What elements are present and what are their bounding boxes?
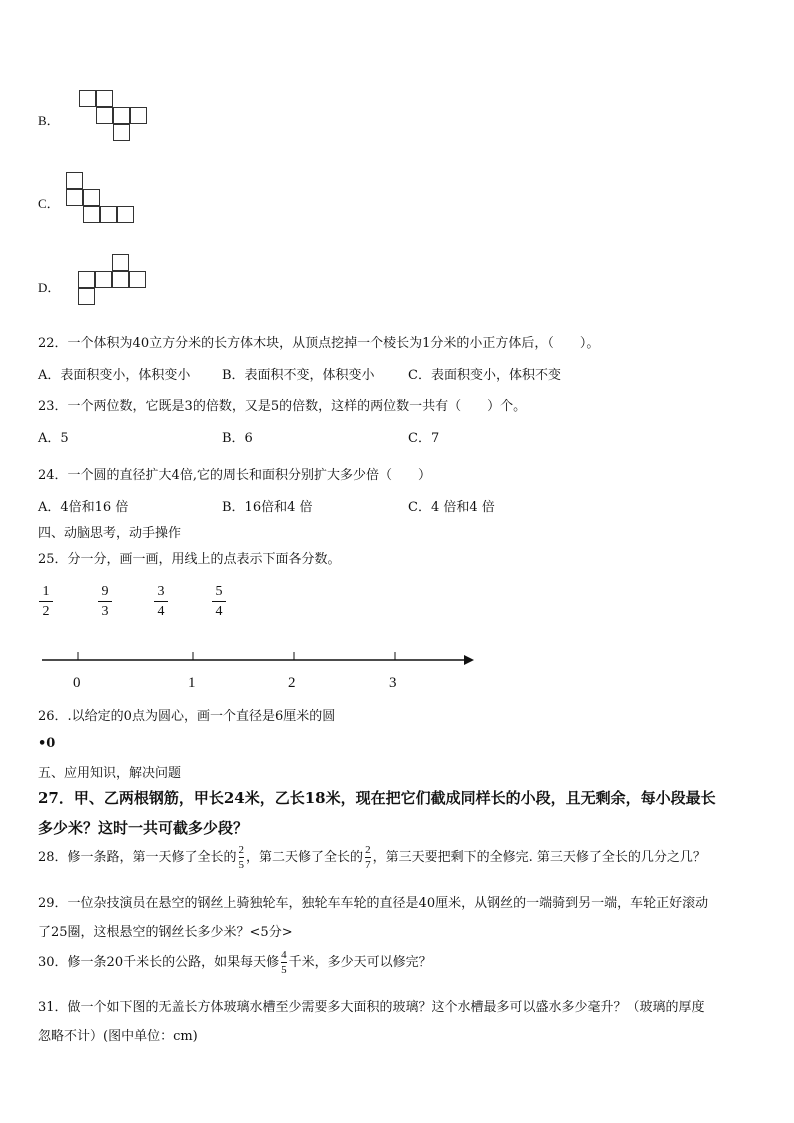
tick-label-1: 1: [188, 675, 196, 691]
numerator: 9: [101, 584, 109, 599]
numerator: 4: [281, 949, 287, 961]
q24-option-a: A．4倍和16 倍: [38, 500, 129, 515]
q24-option-c: C．4 倍和4 倍: [408, 500, 495, 515]
q22-text: 22．一个体积为40立方分米的长方体木块，从顶点挖掉一个棱长为1分米的小正方体后，（ ）。: [38, 336, 600, 351]
q25-fraction-2: [98, 584, 112, 619]
numerator: 3: [157, 584, 165, 599]
q23-option-c: C．7: [408, 431, 440, 446]
numerator: 2: [238, 844, 245, 856]
q28-part-1: 28．修一条路，第一天修了全长的: [38, 850, 237, 865]
q31-line-2: 忽略不计）(图中单位：cm): [38, 1029, 198, 1044]
q31-line-1: 31．做一个如下图的无盖长方体玻璃水槽至少需要多大面积的玻璃？这个水槽最多可以盛水多少毫升？（玻璃的厚度: [38, 1000, 705, 1015]
section-4-heading: 四、动脑思考，动手操作: [38, 526, 182, 541]
q30-part-1: 30．修一条20千米长的公路，如果每天修: [38, 955, 280, 970]
option-d-label: D．: [38, 280, 61, 295]
q30-part-2: 千米，多少天可以修完？: [288, 955, 432, 970]
denominator: 4: [215, 604, 223, 619]
q23-option-a: A．5: [38, 431, 69, 446]
q25-number-line: [40, 645, 480, 675]
q29-line-1: 29．一位杂技演员在悬空的钢丝上骑独轮车，独轮车车轮的直径是40厘米，从钢丝的一端骑到另一端，车轮正好滚动: [38, 896, 709, 911]
q25-fraction-4: [212, 584, 226, 619]
option-b-label: B．: [38, 113, 60, 128]
q22-option-b: B．表面积不变，体积变小: [222, 368, 375, 383]
q28-fraction-1: [239, 844, 245, 871]
q25-fraction-1: [39, 584, 53, 619]
tick-label-2: 2: [288, 675, 296, 691]
number-line-arrow-icon: [464, 655, 474, 665]
denominator: 4: [157, 604, 165, 619]
q25-fraction-3: [154, 584, 168, 619]
q22-option-a: A．表面积变小，体积变小: [38, 368, 191, 383]
tick-label-3: 3: [389, 675, 397, 691]
q26-text: 26．.以给定的0点为圆心，画一个直径是6厘米的圆: [38, 709, 336, 724]
q22-option-c: C．表面积变小，体积不变: [408, 368, 561, 383]
denominator: 2: [42, 604, 50, 619]
q28-part-2: ，第二天修了全长的: [246, 850, 364, 865]
q25-text: 25．分一分，画一画，用线上的点表示下面各分数。: [38, 552, 341, 567]
denominator: 5: [238, 859, 245, 871]
numerator: 1: [42, 584, 50, 599]
q28-text: [38, 843, 706, 873]
denominator: 7: [365, 859, 371, 871]
q27-line-2: 多少米？这时一共可截多少段？: [38, 819, 249, 837]
q30-fraction: [281, 949, 287, 976]
q26-center-point: •0: [38, 736, 56, 751]
q27-line-1: 27．甲、乙两根钢筋，甲长24米，乙长18米，现在把它们截成同样长的小段，且无剩余，每小段最长: [38, 789, 716, 807]
option-c-label: C．: [38, 196, 60, 211]
q28-part-3: ，第三天要把剩下的全修完. 第三天修了全长的几分之几？: [372, 850, 706, 865]
q23-option-b: B．6: [222, 431, 253, 446]
numerator: 2: [365, 844, 371, 856]
q28-fraction-2: [365, 844, 371, 871]
q30-text: [38, 948, 432, 978]
denominator: 3: [101, 604, 109, 619]
q24-text: 24．一个圆的直径扩大4倍,它的周长和面积分别扩大多少倍（ ）: [38, 468, 431, 483]
q29-line-2: 了25圈，这根悬空的钢丝长多少米？<5分>: [38, 925, 293, 940]
tick-label-0: 0: [73, 675, 81, 691]
q24-option-b: B．16倍和4 倍: [222, 500, 313, 515]
numerator: 5: [215, 584, 223, 599]
section-5-heading: 五、应用知识，解决问题: [38, 766, 182, 781]
denominator: 5: [281, 964, 287, 976]
q23-text: 23．一个两位数，它既是3的倍数，又是5的倍数，这样的两位数一共有（ ）个。: [38, 399, 527, 414]
